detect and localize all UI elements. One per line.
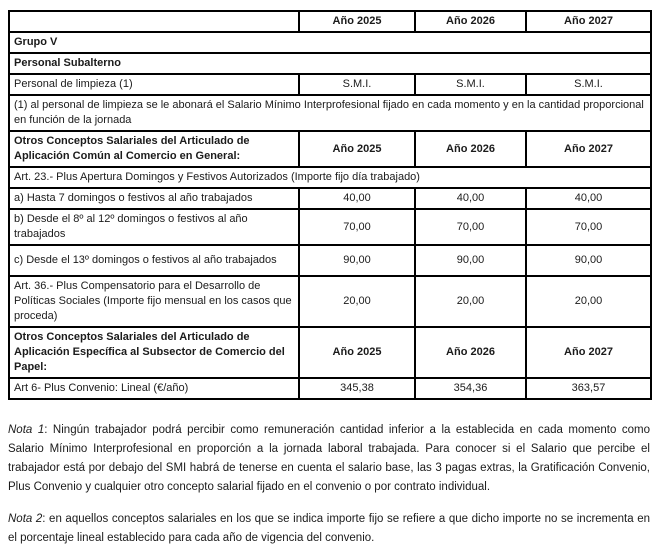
cell-value: 70,00 [299, 209, 415, 245]
table-row [9, 167, 651, 188]
year-header-2026: Año 2026 [415, 327, 526, 378]
note-2-label: Nota 2 [8, 513, 43, 525]
table-row [9, 95, 651, 131]
year-header-2027: Año 2027 [526, 11, 651, 32]
cell-value: 40,00 [526, 188, 651, 209]
table-row [9, 131, 651, 167]
note-2-text: : en aquellos conceptos salariales en los que se indica importe fijo se refiere a que dicho importe no se incrementa en el porcentaje lineal establecido para cada año de vigencia del convenio. [8, 513, 651, 544]
cell-value: 40,00 [415, 188, 526, 209]
cell-value: 345,38 [299, 378, 415, 399]
cell-value: 70,00 [526, 209, 651, 245]
empty-header-cell [9, 11, 299, 32]
year-header-2025: Año 2025 [299, 131, 415, 167]
year-header-2026: Año 2026 [415, 11, 526, 32]
cell-value: 354,36 [415, 378, 526, 399]
table-row [9, 53, 651, 74]
note-1-label: Nota 1 [8, 424, 45, 436]
cell-value: 20,00 [526, 276, 651, 327]
section-header-papel: Otros Conceptos Salariales del Articulado de Aplicación Específica al Subsector de Comercio del Papel: [9, 327, 299, 378]
table-row [9, 327, 651, 378]
footnote-row: (1) al personal de limpieza se le abonará el Salario Mínimo Interprofesional fijado en cada momento y en la cantidad proporcional en función de la jornada [9, 95, 651, 131]
table-row [9, 74, 651, 95]
cell-value: S.M.I. [415, 74, 526, 95]
row-label-art23c: c) Desde el 13º domingos o festivos al año trabajados [9, 245, 299, 276]
cell-value: 70,00 [415, 209, 526, 245]
cell-value: 90,00 [415, 245, 526, 276]
year-header-2025: Año 2025 [299, 327, 415, 378]
cell-value: 90,00 [299, 245, 415, 276]
row-label-art6: Art 6- Plus Convenio: Lineal (€/año) [9, 378, 299, 399]
row-label-art23a: a) Hasta 7 domingos o festivos al año trabajados [9, 188, 299, 209]
subgroup-header: Personal Subalterno [9, 53, 651, 74]
table-row [9, 245, 651, 276]
group-header: Grupo V [9, 32, 651, 53]
row-label-art36: Art. 36.- Plus Compensatorio para el Desarrollo de Políticas Sociales (Importe fijo mensual en los casos que proceda) [9, 276, 299, 327]
row-label-limpieza: Personal de limpieza (1) [9, 74, 299, 95]
year-header-2027: Año 2027 [526, 327, 651, 378]
year-header-2027: Año 2027 [526, 131, 651, 167]
table-row [9, 378, 651, 399]
table-row [9, 209, 651, 245]
cell-value: 363,57 [526, 378, 651, 399]
table-row [9, 188, 651, 209]
note-1-text: : Ningún trabajador podrá percibir como remuneración cantidad inferior a la establecida en cada momento como Salario Mínimo Interprofesional en proporción a la jornada laboral trabajada. Para conocer si el Salario que percibe el trabajador está por debajo del SMI habrá de tenerse en cuenta el salario base, las 3 pagas extras, la Gratificación Convenio, Plus Convenio y cualquier otro concepto salarial fijado en el convenio o por contrato individual. [8, 424, 650, 493]
notes-section [8, 421, 650, 548]
cell-value: 20,00 [299, 276, 415, 327]
cell-value: 90,00 [526, 245, 651, 276]
cell-value: S.M.I. [526, 74, 651, 95]
section-header-comun: Otros Conceptos Salariales del Articulado de Aplicación Común al Comercio en General: [9, 131, 299, 167]
cell-value: 40,00 [299, 188, 415, 209]
note-1 [8, 421, 650, 497]
row-label-art23b: b) Desde el 8º al 12º domingos o festivos al año trabajados [9, 209, 299, 245]
art23-header-row: Art. 23.- Plus Apertura Domingos y Festivos Autorizados (Importe fijo día trabajado) [9, 167, 651, 188]
cell-value: 20,00 [415, 276, 526, 327]
year-header-2026: Año 2026 [415, 131, 526, 167]
table-row [9, 11, 651, 32]
salary-table [8, 10, 652, 400]
year-header-2025: Año 2025 [299, 11, 415, 32]
table-row [9, 276, 651, 327]
note-2 [8, 510, 650, 548]
cell-value: S.M.I. [299, 74, 415, 95]
table-row [9, 32, 651, 53]
